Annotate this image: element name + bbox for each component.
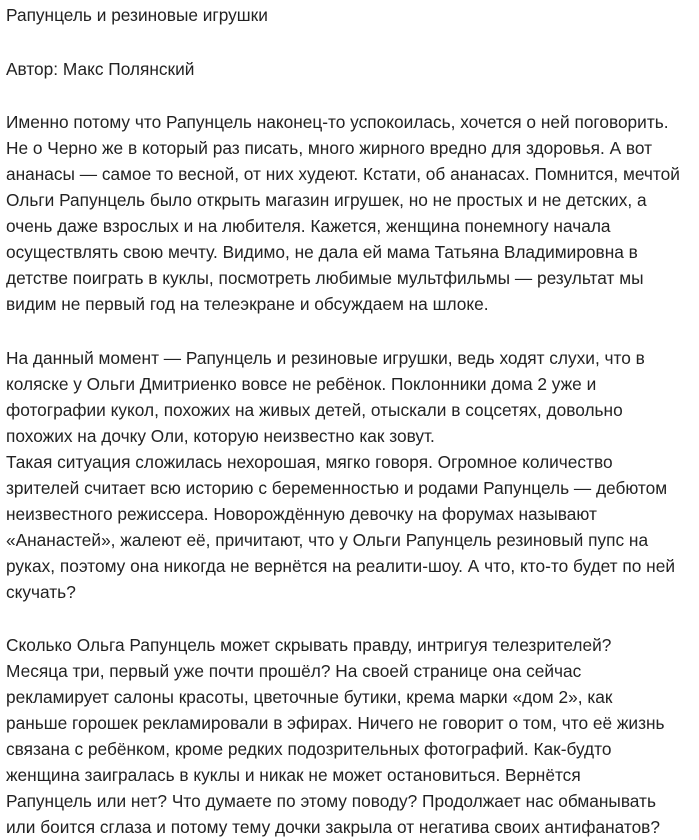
spacer <box>6 82 696 110</box>
paragraph-line: «Ананастей», жалеют её, причитают, что у Ольги Рапунцель резиновый пупс на <box>6 529 649 550</box>
paragraph-line: рекламирует салоны красоты, цветочные бутики, крема марки «дом 2», как <box>6 687 613 707</box>
paragraph-line: осуществлять свою мечту. Видимо, не дала ей мама Татьяна Владимировна в <box>6 242 638 262</box>
paragraph-line: Именно потому что Рапунцель наконец-то успокоилась, хочется о ней поговорить. <box>6 112 669 132</box>
paragraph-2 <box>6 345 696 605</box>
paragraph-3 <box>6 632 696 840</box>
article <box>6 2 696 840</box>
paragraph-line: руках, поэтому она никогда не вернётся на реалити-шоу. А что, кто-то будет по ней <box>6 555 675 576</box>
paragraph-line: похожих на дочку Оли, которую неизвестно как зовут. <box>6 425 435 446</box>
paragraph-line: видим не первый год на телеэкране и обсуждаем на шлоке. <box>6 294 489 314</box>
paragraph-line: зрителей считает всю историю с беременностью и родами Рапунцель — дебютом <box>6 477 668 498</box>
paragraph-1 <box>6 109 696 317</box>
paragraph-line: раньше горошек рекламировали в эфирах. Ничего не говорит о том, что её жизнь <box>6 713 665 733</box>
paragraph-line: связана с ребёнком, кроме редких подозрительных фотографий. Как-будто <box>6 739 612 759</box>
paragraph-line: На данный момент — Рапунцель и резиновые игрушки, ведь ходят слухи, что в <box>6 347 645 368</box>
paragraph-line: Месяца три, первый уже почти прошёл? На своей странице она сейчас <box>6 661 582 681</box>
paragraph-line: коляске у Ольги Дмитриенко вовсе не ребёнок. Поклонники дома 2 уже и <box>6 373 597 394</box>
paragraph-line: Рапунцель или нет? Что думаете по этому поводу? Продолжает нас обманывать <box>6 791 656 811</box>
article-title: Рапунцель и резиновые игрушки <box>6 5 268 25</box>
paragraph-line: детстве поиграть в куклы, посмотреть любимые мультфильмы — результат мы <box>6 268 644 288</box>
paragraph-line: очень даже взрослых и на любителя. Кажется, женщина понемногу начала <box>6 216 611 236</box>
paragraph-line: ананасы — самое то весной, от них худеют. Кстати, об ананасах. Помнится, мечтой <box>6 164 680 184</box>
paragraph-line: женщина заигралась в куклы и никак не может остановиться. Вернётся <box>6 765 581 785</box>
spacer <box>6 317 696 345</box>
paragraph-line: Не о Черно же в который раз писать, много жирного вредно для здоровья. А вот <box>6 138 653 158</box>
paragraph-line: скучать? <box>6 581 76 602</box>
article-author: Автор: Макс Полянский <box>6 58 195 79</box>
paragraph-line: Такая ситуация сложилась нехорошая, мягко говоря. Огромное количество <box>6 451 613 472</box>
spacer <box>6 605 696 633</box>
paragraph-line: или боится сглаза и потому тему дочки закрыла от негатива своих антифанатов? <box>6 817 660 837</box>
paragraph-line: Сколько Ольга Рапунцель может скрывать правду, интригуя телезрителей? <box>6 635 612 655</box>
spacer <box>6 28 696 56</box>
paragraph-line: фотографии кукол, похожих на живых детей, отыскали в соцсетях, довольно <box>6 399 623 420</box>
paragraph-line: Ольги Рапунцель было открыть магазин игрушек, но не простых и не детских, а <box>6 190 647 210</box>
paragraph-line: неизвестного режиссера. Новорождённую девочку на форумах называют <box>6 503 597 524</box>
